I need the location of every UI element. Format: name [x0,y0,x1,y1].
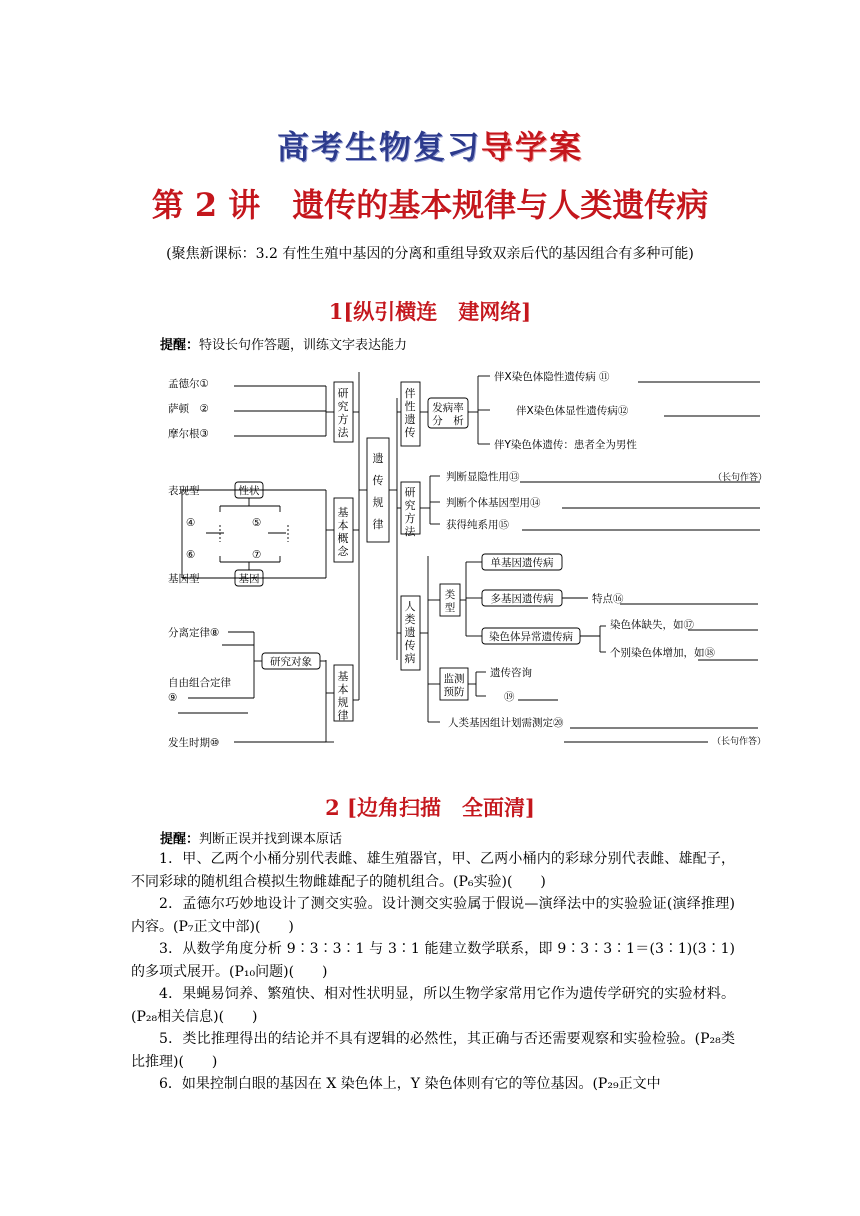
left-method-char-1: 研 [337,387,349,400]
genotype-label: 基因型 [168,573,200,585]
law2-blank: ⑨ [168,692,178,704]
chromosome-item-1: 染色体缺失，如⑰ [610,619,694,631]
method-item-3: 获得纯系用⑮ [446,519,509,531]
method-item-1: 判断显隐性用⑬ [446,471,520,483]
method-item-2: 判断个体基因型用⑭ [446,497,541,509]
judgment-item-4: 4．果蝇易饲养、繁殖快、相对性状明显，所以生物学家常用它作为遗传学研究的实验材料。(P₂₈相关信息)( ) [131,986,735,1025]
left-method-item-2: 萨顿 ② [168,403,209,415]
right-method-char-4: 法 [404,525,416,538]
page-header-title [0,122,860,168]
counsel-label: 遗传咨询 [490,667,532,679]
section2-tip-label: 提醒： [160,832,200,847]
section2-tip [160,828,342,847]
lesson-title: 第 2 讲 遗传的基本规律与人类遗传病 [151,186,709,224]
right-human-char-1: 人 [404,600,416,613]
right-method-char-2: 究 [404,499,416,512]
left-method-char-3: 方 [337,413,349,426]
feature-label: 特点⑯ [592,593,624,605]
judgment-item-2: 2．孟德尔巧妙地设计了测交实验。设计测交实验属于假说—演绎法中的实验验证(演绎推理)内容。(P₇正文中部)( ) [131,896,735,935]
center-char-3: 规 [372,496,384,509]
law2-label: 自由组合定律 [168,677,231,689]
left-law-char-4: 律 [337,709,349,722]
monitor-line-2: 预防 [443,686,465,698]
incidence-line-1: 发病率 [432,402,464,414]
method-note: （长句作答） [713,473,768,483]
gene-label: 基因 [238,573,260,585]
right-sexlinked-char-3: 遗 [404,413,416,426]
section1-tip-text: 特设长句作答题，训练文字表达能力 [199,338,408,353]
header-title-part2: 导学案 [481,128,584,166]
incidence-line-2: 分 析 [432,415,464,427]
right-human-char-4: 传 [404,639,416,652]
section2-tip-text: 判断正误并找到课本原话 [199,832,343,847]
header-title-part1: 高考生物复习 [276,128,481,166]
left-law-char-3: 规 [337,696,349,709]
section1-tip [160,334,407,353]
chromosome-item-2: 个别染色体增加，如⑱ [610,647,715,659]
left-method-char-4: 法 [337,426,349,439]
single-gene-label: 单基因遗传病 [490,557,554,569]
left-law-char-2: 本 [337,683,349,696]
left-concept-char-4: 念 [337,545,349,558]
research-object-label: 研究对象 [270,656,312,668]
blank-7: ⑦ [252,549,262,561]
section1-tip-label: 提醒： [160,338,200,353]
blank-4: ④ [186,517,196,529]
blank-19: ⑲ [504,691,515,703]
section2-title: 2 [边角扫描 全面清] [325,795,535,820]
curriculum-standard: (聚焦新课标：3.2 有性生殖中基因的分离和重组导致双亲后代的基因组合有多种可能) [166,246,694,262]
section1-title: 1[纵引横连 建网络] [328,299,532,324]
type-char-2: 型 [444,602,456,614]
right-sexlinked-char-4: 传 [404,426,416,439]
sexlinked-item-2: 伴X染色体显性遗传病⑫ [516,405,629,417]
sexlinked-item-1: 伴X染色体隐性遗传病 ⑪ [494,371,610,383]
judgment-item-6: 6．如果控制白眼的基因在 X 染色体上，Y 染色体则有它的等位基因。(P₂₉正文中 [159,1076,661,1092]
judgment-list [131,848,735,1096]
right-method-char-3: 方 [404,512,416,525]
phenotype-label: 表现型 [168,485,200,497]
right-sexlinked-char-2: 性 [404,400,416,413]
genome-label: 人类基因组计划需测定⑳ [448,717,564,729]
left-method-char-2: 究 [337,400,349,413]
trait-label: 性状 [238,485,260,497]
left-concept-char-1: 基 [337,506,349,519]
timing-label: 发生时期⑩ [168,737,220,749]
judgment-item-1: 1．甲、乙两个小桶分别代表雌、雄生殖器官，甲、乙两小桶内的彩球分别代表雌、雄配子，不同彩球的随机组合模拟生物雌雄配子的随机组合。(P₆实验)( ) [131,851,735,890]
center-char-1: 遗 [372,452,384,465]
monitor-line-1: 监测 [443,673,465,685]
multi-gene-label: 多基因遗传病 [490,593,554,605]
left-law-char-1: 基 [337,670,349,683]
left-concept-char-2: 本 [337,519,349,532]
genome-note: （长句作答） [712,737,767,747]
left-method-item-1: 孟德尔① [168,378,209,390]
knowledge-mind-map [160,360,770,752]
blank-6: ⑥ [186,549,196,561]
judgment-item-5: 5．类比推理得出的结论并不具有逻辑的必然性，其正确与否还需要观察和实验检验。(P₂₈类比推理)( ) [131,1031,735,1070]
left-method-item-3: 摩尔根③ [168,428,209,440]
chromosome-label: 染色体异常遗传病 [489,631,573,643]
type-char-1: 类 [444,589,456,601]
sexlinked-item-3: 伴Y染色体遗传：患者全为男性 [494,439,637,451]
right-method-char-1: 研 [404,486,416,499]
center-char-4: 律 [372,518,384,531]
judgment-item-3: 3．从数学角度分析 9∶3∶3∶1 与 3∶1 能建立数学联系，即 9∶3∶3∶1＝(3∶1)(3∶1)的多项式展开。(P₁₀问题)( ) [131,941,735,980]
law1-label: 分离定律⑧ [168,627,220,639]
blank-5: ⑤ [252,517,262,529]
right-human-char-2: 类 [404,613,416,626]
left-concept-char-3: 概 [337,532,349,545]
right-human-char-3: 遗 [404,626,416,639]
right-human-char-5: 病 [404,652,416,665]
center-char-2: 传 [372,474,384,487]
right-sexlinked-char-1: 伴 [404,387,416,400]
